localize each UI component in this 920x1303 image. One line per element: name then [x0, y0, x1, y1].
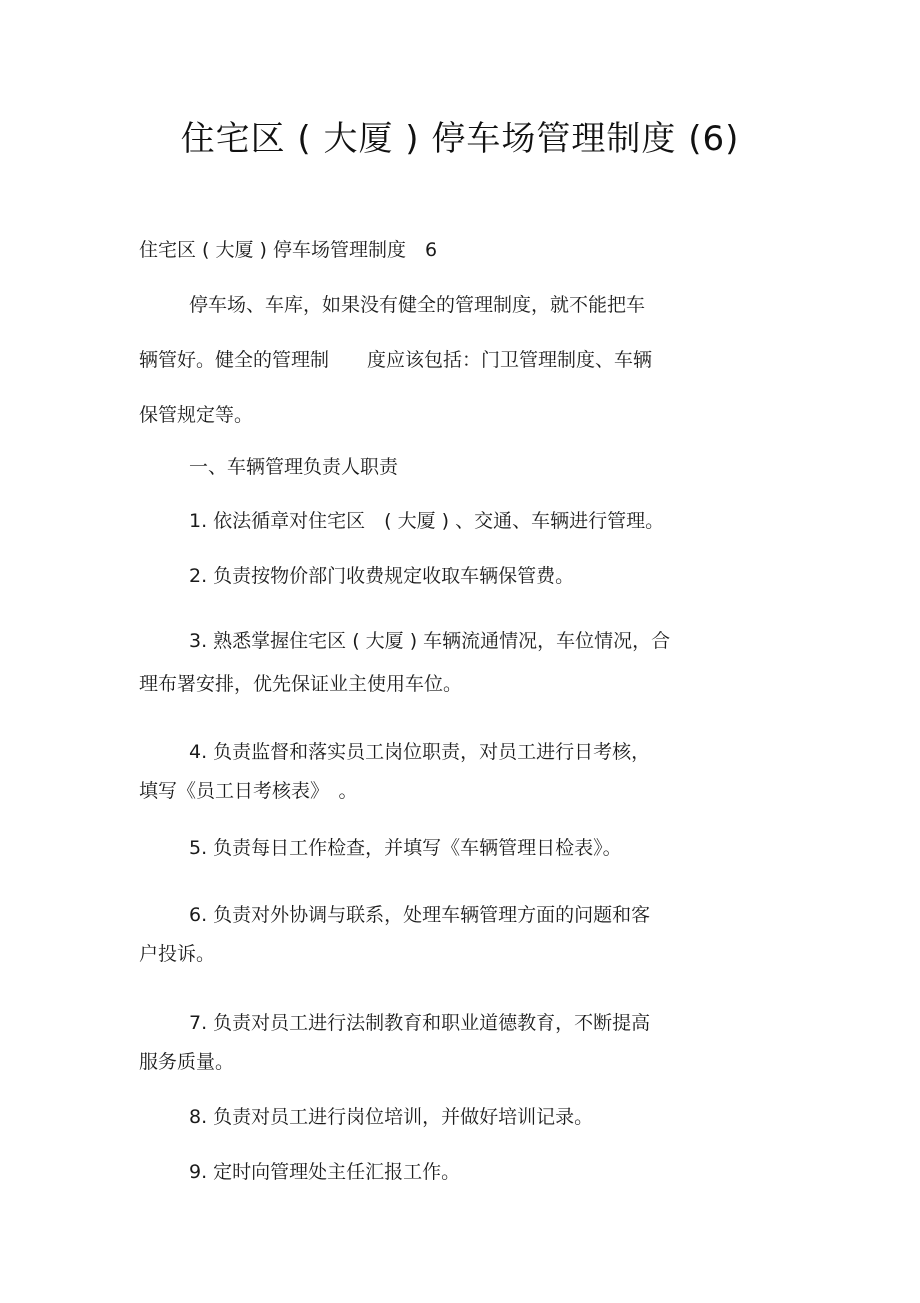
document-title: 住宅区 ( 大厦 ) 停车场管理制度 (6): [180, 119, 740, 159]
intro-line-1: 停车场、车库，如果没有健全的管理制度，就不能把车: [189, 294, 646, 316]
list-item-3-line-1: 3. 熟悉掌握住宅区 ( 大厦 ) 车辆流通情况，车位情况，合: [189, 630, 671, 652]
list-item-4-line-2: 填写《员工日考核表》 。: [139, 780, 358, 802]
list-item-9: 9. 定时向管理处主任汇报工作。: [189, 1161, 461, 1183]
list-item-3-line-2: 理布署安排，优先保证业主使用车位。: [139, 673, 463, 695]
list-item-6-line-1: 6. 负责对外协调与联系，处理车辆管理方面的问题和客: [189, 904, 651, 926]
list-item-2: 2. 负责按物价部门收费规定收取车辆保管费。: [189, 565, 575, 587]
document-subtitle: 住宅区 ( 大厦 ) 停车场管理制度 6: [139, 239, 438, 261]
intro-line-3: 保管规定等。: [139, 404, 254, 426]
list-item-4-line-1: 4. 负责监督和落实员工岗位职责，对员工进行日考核，: [189, 741, 651, 763]
section-heading: 一、车辆管理负责人职责: [189, 456, 399, 478]
list-item-5: 5. 负责每日工作检查，并填写《车辆管理日检表》。: [189, 837, 622, 859]
list-item-1: 1. 依法循章对住宅区 ( 大厦 ) 、交通、车辆进行管理。: [189, 510, 665, 532]
list-item-7-line-2: 服务质量。: [139, 1051, 235, 1073]
list-item-6-line-2: 户投诉。: [139, 943, 216, 965]
intro-line-2: 辆管好。健全的管理制 度应该包括：门卫管理制度、车辆: [139, 349, 653, 371]
list-item-8: 8. 负责对员工进行岗位培训，并做好培训记录。: [189, 1106, 594, 1128]
list-item-7-line-1: 7. 负责对员工进行法制教育和职业道德教育，不断提高: [189, 1012, 651, 1034]
